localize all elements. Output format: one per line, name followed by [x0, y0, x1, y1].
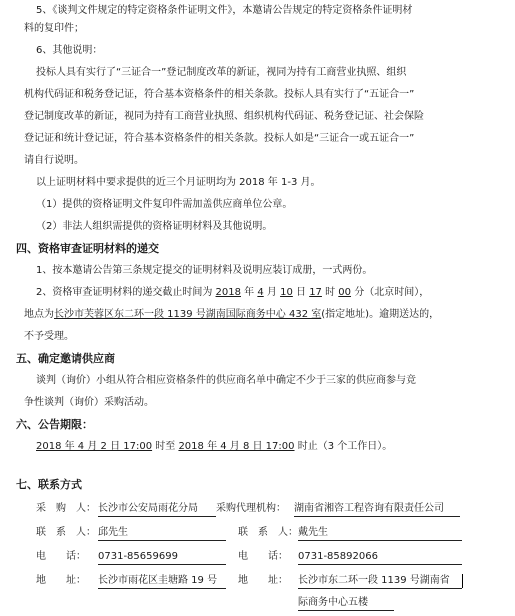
contact-value: 邱先生	[98, 526, 226, 541]
section-4-line1: 1、按本邀请公告第三条规定提交的证明材料及说明应装订成册，一式两份。	[36, 265, 373, 276]
section-4-heading: 四、资格审查证明材料的递交	[16, 242, 159, 255]
para-6-line5: 请自行说明。	[24, 155, 84, 166]
deadline-minute: 00	[338, 287, 352, 298]
contact2-label: 联 系 人：	[238, 527, 298, 538]
para-5-line1: 5、《谈判文件规定的特定资格条件证明文件》，本邀请公告规定的特定资格条件证明材	[36, 5, 413, 16]
buyer-label: 采 购 人：	[36, 503, 96, 514]
section-6-line1	[36, 440, 392, 454]
para-6-line6: 以上证明材料中要求提供的近三个月证明均为 2018 年 1-3 月。	[36, 177, 321, 188]
location-address: 长沙市芙蓉区东二环一段 1139 号湖南国际商务中心 432 室	[54, 309, 322, 320]
location-intro: 地点为	[24, 309, 54, 320]
para-6-line8: （2）非法人组织需提供的资格证明材料及其他说明。	[36, 221, 273, 232]
contact2-value: 戴先生	[298, 526, 462, 541]
notice-start-date: 2018 年 4 月 2 日 17:00	[36, 441, 153, 452]
addr2-value-line1: 长沙市东二环一段 1139 号湖南省	[298, 574, 462, 589]
section-5-heading: 五、确定邀请供应商	[16, 352, 115, 365]
section-4-line2	[36, 286, 429, 300]
deadline-year: 2018	[215, 287, 241, 298]
contact-label: 联 系 人：	[36, 527, 96, 538]
deadline-hour: 17	[309, 287, 322, 298]
addr-label: 地 址：	[36, 575, 86, 586]
deadline-day-unit: 日	[292, 287, 310, 298]
agency-value: 湖南省湘咨工程咨询有限责任公司	[294, 502, 460, 517]
section-6-heading: 六、公告期限：	[16, 418, 93, 431]
addr-value: 长沙市雨花区圭塘路 19 号	[98, 574, 226, 589]
para-6-line3: 登记制度改革的新证，视同为持有工商营业执照、组织机构代码证、税务登记证、社会保险	[24, 111, 424, 122]
para-6-line7: （1）提供的资格证明文件复印件需加盖供应商单位公章。	[36, 199, 293, 210]
text-cursor	[462, 574, 463, 588]
para-6-line1: 投标人具有实行了“三证合一”登记制度改革的新证，视同为持有工商营业执照、组织	[36, 67, 407, 78]
section-5-line1: 谈判（询价）小组从符合相应资格条件的供应商名单中确定不少于三家的供应商参与竞	[36, 375, 416, 386]
agency-label: 采购代理机构：	[216, 503, 286, 514]
deadline-day: 10	[280, 287, 293, 298]
para-6-title: 6、其他说明：	[36, 45, 103, 56]
para-6-line2: 机构代码证和税务登记证，符合基本资格条件的相关条款。投标人具有实行了“五证合一”	[24, 89, 415, 100]
section-4-line4: 不予受理。	[24, 331, 74, 342]
notice-period-to: 时至	[152, 441, 179, 452]
tel-label: 电 话：	[36, 551, 86, 562]
deadline-year-unit: 年	[241, 287, 258, 298]
addr2-value-line2: 际商务中心五楼	[298, 596, 394, 611]
buyer-value: 长沙市公安局雨花分局	[98, 502, 216, 517]
section-4-line3	[24, 308, 439, 322]
tel2-value: 0731-85892066	[298, 550, 462, 565]
deadline-minute-unit: 分（北京时间），	[351, 287, 430, 298]
para-5-line2: 料的复印件；	[24, 23, 84, 34]
tel-value: 0731-85659699	[98, 550, 226, 565]
notice-period-note: 时止（3 个工作日）。	[294, 441, 393, 452]
deadline-hour-unit: 时	[321, 287, 339, 298]
deadline-month-unit: 月	[263, 287, 281, 298]
section-7-heading: 七、联系方式	[16, 478, 82, 491]
tel2-label: 电 话：	[238, 551, 288, 562]
deadline-month: 4	[257, 287, 264, 298]
location-note: (指定地址)。逾期送达的，	[321, 309, 440, 320]
deadline-intro: 2、资格审查证明材料的递交截止时间为	[36, 287, 216, 298]
para-6-line4: 登记证和统计登记证，符合基本资格条件的相关条款。投标人如是“三证合一或五证合一”	[24, 133, 415, 144]
notice-end-date: 2018 年 4 月 8 日 17:00	[178, 441, 295, 452]
addr2-label: 地 址：	[238, 575, 288, 586]
section-5-line2: 争性谈判（询价）采购活动。	[24, 397, 154, 408]
